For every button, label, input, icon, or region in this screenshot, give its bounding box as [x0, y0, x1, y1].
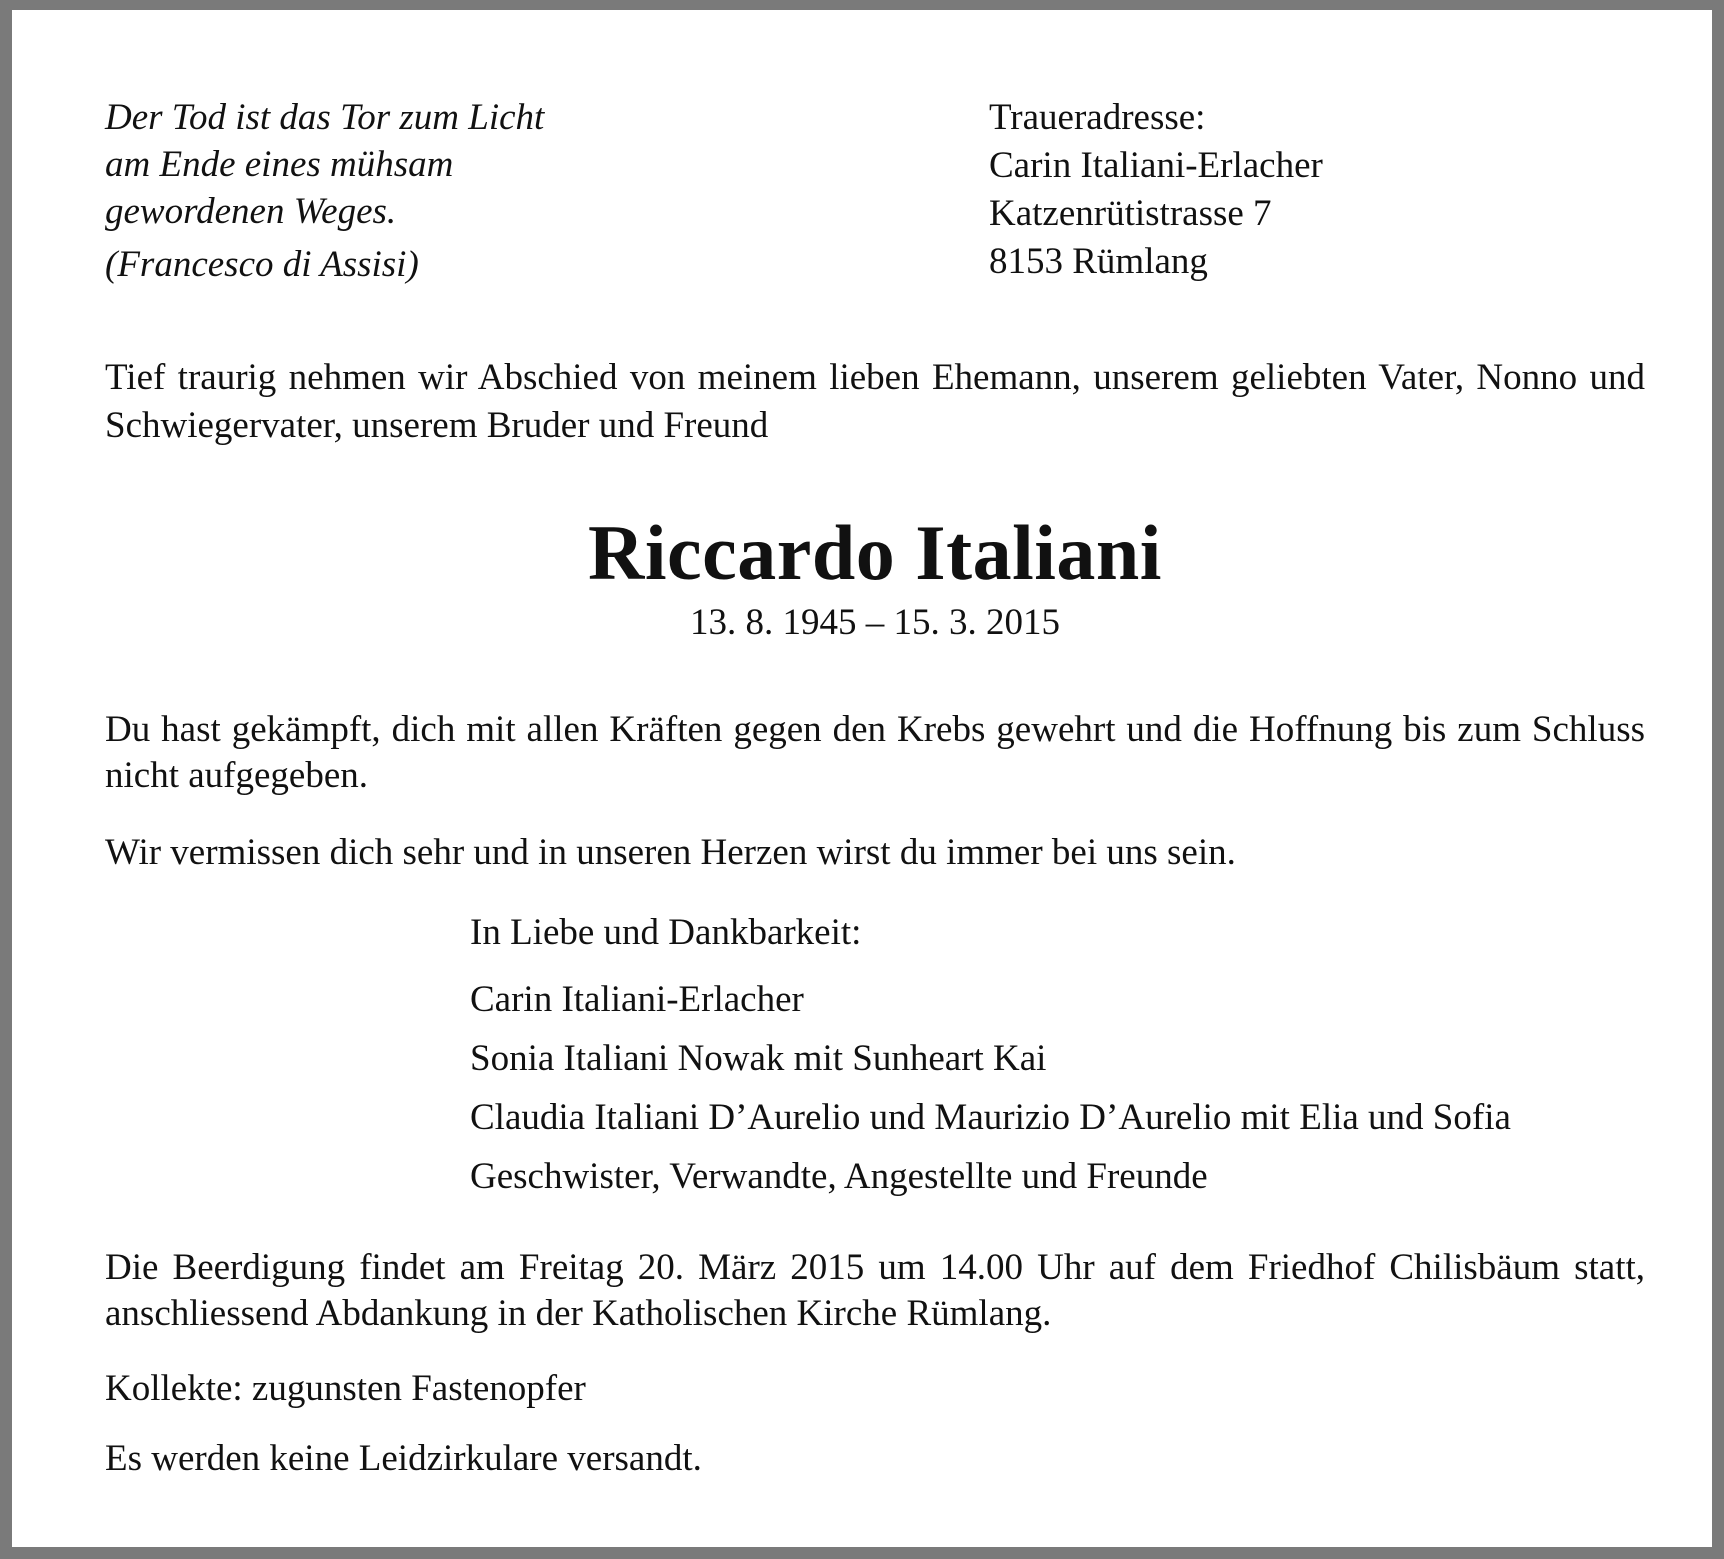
address-city: 8153 Rümlang [989, 241, 1208, 282]
deceased-name: Riccardo Italiani [588, 509, 1162, 596]
motto-line: gewordenen Weges. [105, 191, 397, 232]
motto-line: am Ende eines mühsam [105, 144, 454, 185]
address-name: Carin Italiani-Erlacher [989, 145, 1323, 186]
signatory: Geschwister, Verwandte, Angestellte und Freunde [470, 1156, 1208, 1197]
motto-quote [105, 94, 745, 288]
remembrance-paragraph: Wir vermissen dich sehr und in unseren Herzen wirst du immer bei uns sein. [105, 832, 1236, 873]
circulars-notice: Es werden keine Leidzirkulare versandt. [105, 1438, 702, 1479]
tribute-paragraph: Du hast gekämpft, dich mit allen Kräften gegen den Krebs gewehrt und die Hoffnung bis zum Schluss nicht aufgegeben. [105, 709, 1645, 796]
signatory: Sonia Italiani Nowak mit Sunheart Kai [470, 1038, 1047, 1079]
address-street: Katzenrütistrasse 7 [989, 193, 1272, 234]
intro-text: Tief traurig nehmen wir Abschied von meinem lieben Ehemann, unserem geliebten Vater, Nonno und Schwiegervater, unserem Bruder und Freund [105, 357, 1645, 446]
signatory: Claudia Italiani D’Aurelio und Maurizio D’Aurelio mit Elia und Sofia [470, 1097, 1511, 1138]
motto-attribution: (Francesco di Assisi) [105, 244, 419, 285]
signoff-heading: In Liebe und Dankbarkeit: [470, 912, 862, 953]
motto-line: Der Tod ist das Tor zum Licht [105, 97, 545, 138]
address-label: Traueradresse: [989, 97, 1206, 138]
signatory: Carin Italiani-Erlacher [470, 979, 804, 1020]
collection-notice: Kollekte: zugunsten Fastenopfer [105, 1368, 586, 1409]
life-dates: 13. 8. 1945 – 15. 3. 2015 [690, 602, 1060, 643]
mourning-address [989, 94, 1689, 286]
funeral-notice: Die Beerdigung findet am Freitag 20. März 2015 um 14.00 Uhr auf dem Friedhof Chilisbäum statt, anschliessend Abdankung in der Katholischen Kirche Rümlang. [105, 1247, 1645, 1334]
signatories-block [470, 910, 1650, 1206]
